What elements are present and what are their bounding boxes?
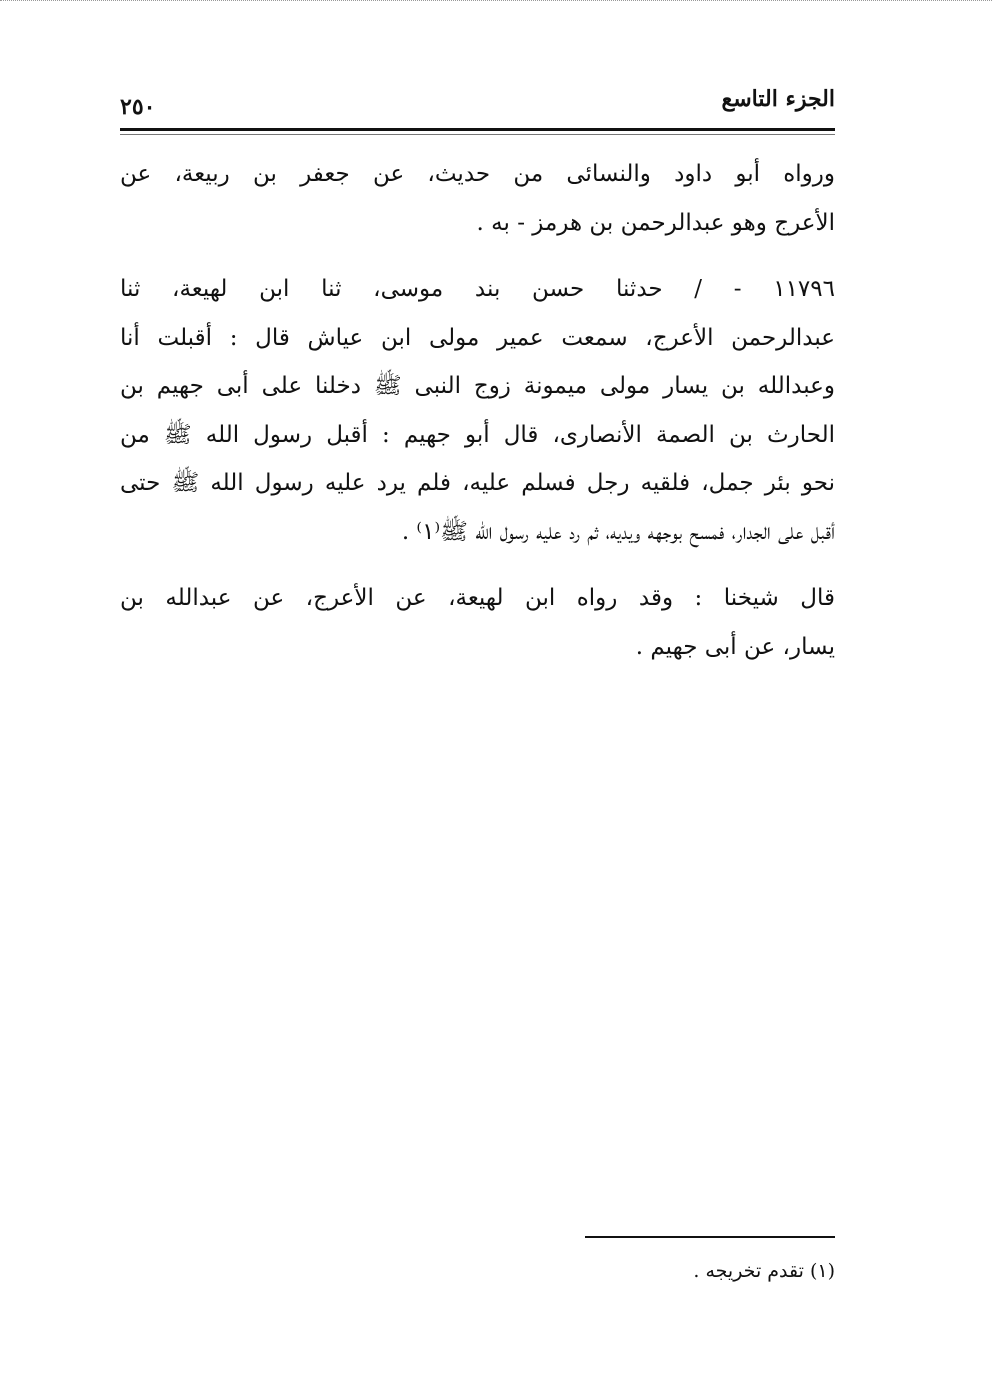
text-line: نحو بئر جمل، فلقيه رجل فسلم عليه، فلم يرد عليه رسول الله ﷺ حتى [120, 470, 835, 496]
text-line: ورواه أبو داود والنسائى من حديث، عن جعفر بن ربيعة، عن [120, 161, 835, 187]
header-rule [120, 128, 835, 131]
text-line: الأعرج وهو عبدالرحمن بن هرمز - به . [476, 209, 835, 236]
running-title: الجزء التاسع [721, 86, 835, 112]
footnote: (١) تقدم تخريجه . [693, 1260, 835, 1282]
paragraph-1 [120, 150, 835, 247]
text-line: يسار، عن أبى جهيم . [635, 633, 835, 660]
text-line: الحارث بن الصمة الأنصارى، قال أبو جهيم : أقبل رسول الله ﷺ من [120, 421, 835, 448]
body-text [120, 150, 835, 689]
text-line: أقبل على الجدار، فمسح بوجهه ويديه، ثم رد عليه رسول الله ﷺ⁽١⁾ . [401, 518, 835, 545]
text-line: ١١٧٩٦ - / حدثنا حسن بند موسى، ثنا ابن لهيعة، ثنا [120, 276, 835, 302]
footnote-rule [585, 1236, 835, 1238]
page-number: ٢٥٠ [120, 94, 156, 120]
text-line: قال شيخنا : وقد رواه ابن لهيعة، عن الأعرج، عن عبدالله بن [120, 585, 835, 611]
text-line: عبدالرحمن الأعرج، سمعت عمير مولى ابن عياش قال : أقبلت أنا [120, 324, 835, 351]
text-line: وعبدالله بن يسار مولى ميمونة زوج النبى ﷺ دخلنا على أبى جهيم بن [120, 373, 835, 399]
paragraph-3 [120, 574, 835, 671]
header-rule-thin [120, 134, 835, 135]
page-header [120, 82, 835, 132]
scan-edge-line [0, 0, 992, 6]
paragraph-2 [120, 265, 835, 556]
